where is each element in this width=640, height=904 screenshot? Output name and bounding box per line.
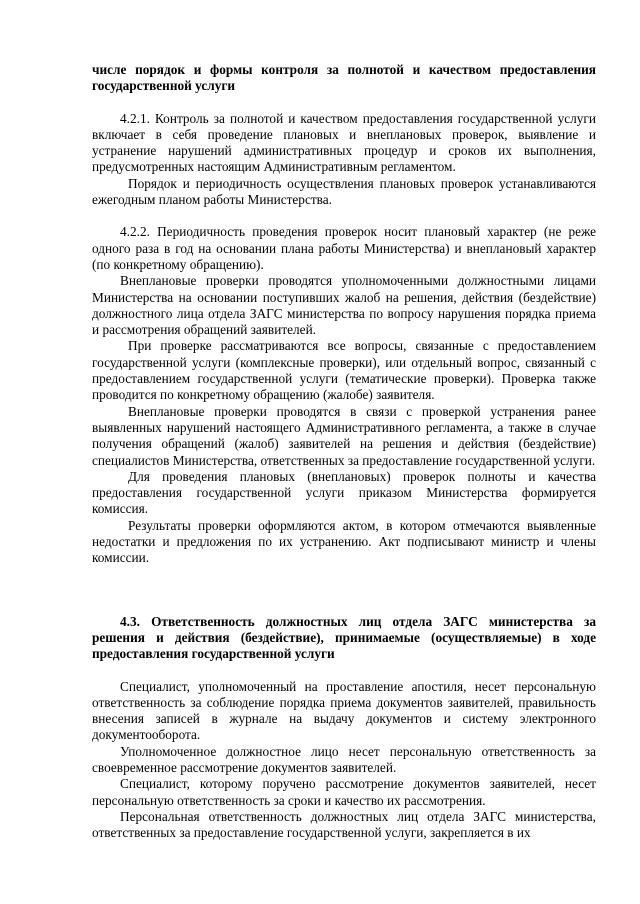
paragraph-commission: Для проведения плановых (внеплановых) проверок полноты и качества предоставления государственной услуги приказом Министерства формируется комиссия. — [92, 468, 596, 517]
paragraph-check-results: Результаты проверки оформляются актом, в котором отмечаются выявленные недостатки и предложения по их устранению. Акт подписывают министр и члены комиссии. — [92, 517, 596, 566]
document-page — [92, 62, 596, 841]
paragraph-4-2-1: 4.2.1. Контроль за полнотой и качеством предоставления государственной услуги включает в себя проведение плановых и внеплановых проверок, выявление и устранение нарушений административных процедур и сроков их выполнения, предусмотренных настоящим Административным регламентом. — [92, 110, 596, 175]
section-heading-4-3: 4.3. Ответственность должностных лиц отдела ЗАГС министерства за решения и действия (бездействие), принимаемые (осуществляемые) в ходе предоставления государственной услуги — [92, 613, 596, 662]
paragraph-personal-responsibility: Персональная ответственность должностных лиц отдела ЗАГС министерства, ответственных за предоставление государственной услуги, закрепляется в их — [92, 808, 596, 841]
paragraph-reviewing-specialist: Специалист, которому поручено рассмотрение документов заявителей, несет персональную ответственность за сроки и качество их рассмотрения. — [92, 776, 596, 808]
paragraph-planned-checks: Порядок и периодичность осуществления плановых проверок устанавливаются ежегодным планом работы Министерства. — [92, 175, 596, 208]
paragraph-unplanned-checks: Внеплановые проверки проводятся уполномоченными должностными лицами Министерства на основании поступивших жалоб на решения, действия (бездействие) должностного лица отдела ЗАГС министерства по вопросу нарушения порядка приема и рассмотрения обращений заявителей. — [92, 273, 596, 338]
paragraph-authorized-official: Уполномоченное должностное лицо несет персональную ответственность за своевременное рассмотрение документов заявителей. — [92, 743, 596, 775]
paragraph-4-2-2: 4.2.2. Периодичность проведения проверок носит плановый характер (не реже одного раза в год на основании плана работы Министерства) и внеплановый характер (по конкретному обращению). — [92, 224, 596, 272]
paragraph-unplanned-reasons: Внеплановые проверки проводятся в связи с проверкой устранения ранее выявленных нарушений настоящего Административного регламента, а также в случае получения обращений (жалоб) заявителей на решения и действия (бездействие) специалистов Министерства, ответственных за предоставление государственной услуги. — [92, 403, 596, 468]
section-heading-continued: числе порядок и формы контроля за полнотой и качеством предоставления государственной услуги — [92, 62, 596, 94]
paragraph-apostille-specialist: Специалист, уполномоченный на проставление апостиля, несет персональную ответственность за соблюдение порядка приема документов заявителей, правильность внесения записей в журнале на выдачу документов и систему электронного документооборота. — [92, 678, 596, 743]
paragraph-check-scope: При проверке рассматриваются все вопросы, связанные с предоставлением государственной услуги (комплексные проверки), или отдельный вопрос, связанный с предоставлением государственной услуги (тематические проверки). Проверка также проводится по конкретному обращению (жалобе) заявителя. — [92, 338, 596, 403]
